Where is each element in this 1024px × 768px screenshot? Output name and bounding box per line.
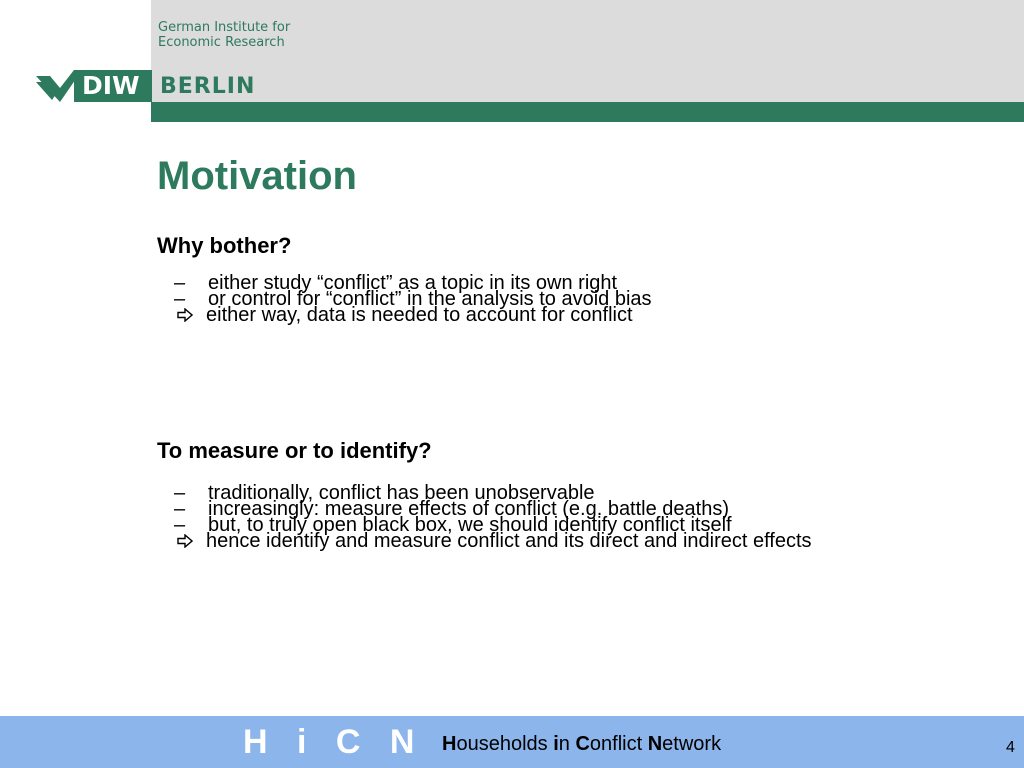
slide-title: Motivation <box>157 154 357 198</box>
footer-initial: i <box>553 733 559 755</box>
footer-brand-hicn: H i C N <box>243 723 425 761</box>
footer-initial: N <box>647 733 663 755</box>
section-heading: To measure or to identify? <box>157 438 432 463</box>
institute-name-line1: German Institute for <box>158 20 291 35</box>
bullet-text: increasingly: measure effects of conflict (e.g. battle deaths) <box>208 498 730 520</box>
institute-name <box>158 20 378 50</box>
bullet-dash: – <box>174 514 186 536</box>
section-why-bother <box>157 233 997 383</box>
footer-word: etwork <box>662 733 722 755</box>
footer-word: n <box>558 733 576 755</box>
bullet-dash: – <box>174 498 186 520</box>
logo-berlin: BERLIN <box>160 74 256 99</box>
logo-diw: DIW <box>74 70 152 102</box>
footer-word: onflict <box>589 733 648 755</box>
outline-right-arrow-icon <box>177 534 193 548</box>
footer-network-name <box>442 732 721 756</box>
page-number: 4 <box>1006 739 1015 756</box>
slide-header <box>0 0 1024 122</box>
slide-footer <box>0 716 1024 768</box>
bullet-text: either study “conflict” as a topic in its own right <box>208 272 618 294</box>
bullet-dash: – <box>174 288 186 310</box>
footer-initial: H <box>442 733 457 755</box>
section-measure-or-identify <box>157 438 1017 638</box>
conclusion-text: hence identify and measure conflict and its direct and indirect effects <box>206 530 812 552</box>
header-gray-band <box>151 0 1024 102</box>
outline-right-arrow-icon <box>177 308 193 322</box>
bullet-dash: – <box>174 482 186 504</box>
bullet-text: or control for “conflict” in the analysis to avoid bias <box>208 288 652 310</box>
footer-initial: C <box>575 733 590 755</box>
section-heading: Why bother? <box>157 233 292 258</box>
header-green-stripe <box>151 102 1024 122</box>
bullet-dash: – <box>174 272 186 294</box>
footer-word: ouseholds <box>456 733 554 755</box>
conclusion-text: either way, data is needed to account for conflict <box>206 304 633 326</box>
bullet-text: but, to truly open black box, we should identify conflict itself <box>208 514 732 536</box>
institute-name-line2: Economic Research <box>158 35 285 50</box>
bullet-text: traditionally, conflict has been unobservable <box>208 482 595 504</box>
